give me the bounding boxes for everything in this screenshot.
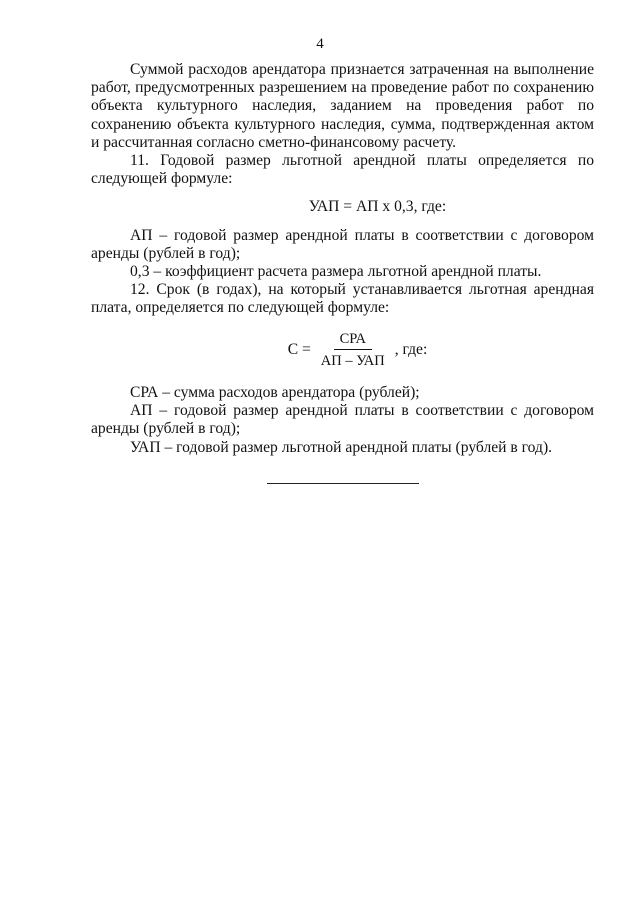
formula-term-fraction — [315, 330, 391, 370]
paragraph-uap-definition: УАП – годовой размер льготной арендной платы (рублей в год). — [130, 438, 553, 456]
paragraph-ap-definition: АП – годовой размер арендной платы в соответствии с договором аренды (рублей в год); — [91, 226, 594, 262]
formula-term-lhs: С = — [287, 340, 311, 358]
paragraph-item-12: 12. Срок (в годах), на который устанавливается льготная арендная плата, определяется по следующей формуле: — [91, 281, 594, 317]
formula-reduced-rent: УАП = АП x 0,3, где: — [308, 198, 447, 216]
formula-term-numerator: СРА — [334, 330, 372, 350]
paragraph-item-11: 11. Годовой размер льготной арендной платы определяется по следующей формуле: — [91, 152, 594, 188]
page-number: 4 — [316, 36, 324, 52]
paragraph-ap-definition-2: АП – годовой размер арендной платы в соответствии с договором аренды (рублей в год); — [91, 402, 594, 438]
paragraph-coefficient-definition: 0,3 – коэффициент расчета размера льготной арендной платы. — [130, 263, 542, 281]
paragraph-expenses-definition: Суммой расходов арендатора признается затраченная на выполнение работ, предусмотренных разрешением на проведение работ по сохранению объекта культурного наследия, заданием на проведения работ по сохранению объекта культурного наследия, сумма, подтвержденная актом и рассчитанная согласно сметно-финансовому расчету. — [91, 61, 594, 151]
end-divider-line — [267, 483, 419, 484]
formula-term-denominator: АП – УАП — [320, 352, 385, 369]
paragraph-cpa-definition: СРА – сумма расходов арендатора (рублей); — [130, 384, 420, 402]
formula-term — [91, 330, 594, 370]
formula-term-suffix: , где: — [394, 340, 428, 358]
document-body — [91, 61, 594, 457]
